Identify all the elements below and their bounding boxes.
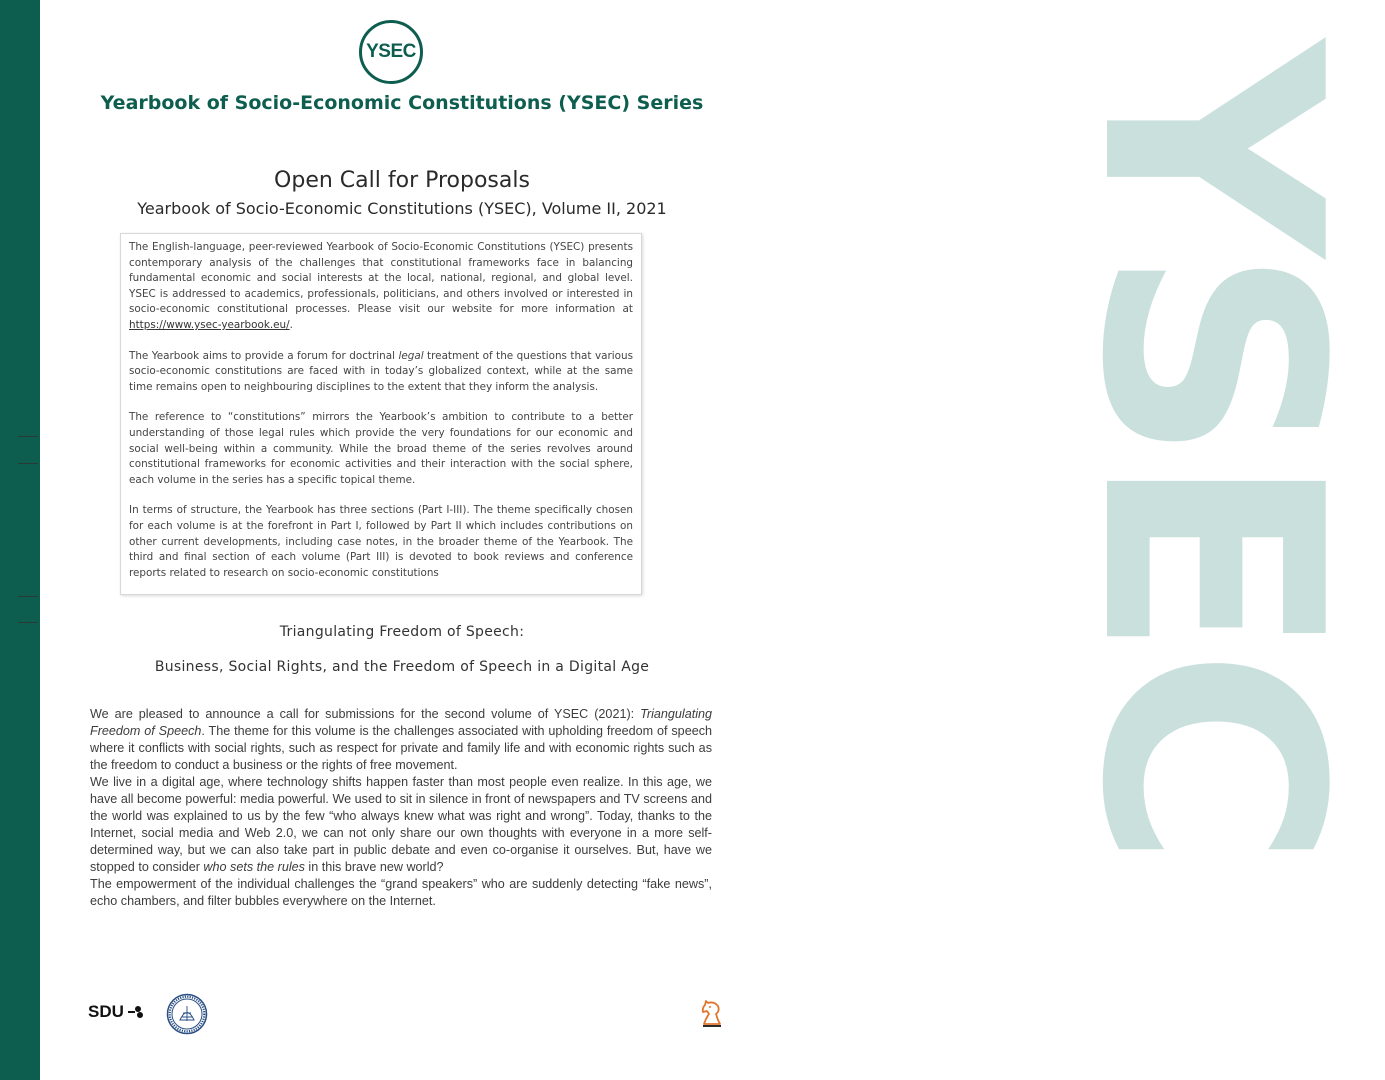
intro-text: The English-language, peer-reviewed Yearbook of Socio-Economic Constitutions (YSEC) presents contemporary analysis of the challenges that constitutional frameworks face in balancing fundamental economic and social interests at the local, national, regional, and global level. YSEC is addressed to academics, professionals, politicians, and others involved or interested in socio-economic constitutional processes. Please visit our website for more information at (129, 241, 633, 316)
theme-title: Triangulating Freedom of Speech: (279, 624, 525, 640)
university-seal-icon (166, 993, 208, 1035)
body-text-part: in this brave new world? (304, 860, 444, 874)
body-emphasis: Triangulating Freedom of Speech (90, 707, 712, 738)
intro-paragraph (129, 349, 633, 396)
intro-text: treatment of the questions that various socio-economic constitutions are faced with in today’s globalized context, while at the same time remains open to neighbouring disciplines to the extent that they inform the analysis. (129, 349, 633, 393)
page-content (40, 0, 764, 1080)
body-text-part: . The theme for this volume is the challenges associated with upholding freedom of speech where it conflicts with social rights, such as respect for private and family life and with economic rights such as the freedom to conduct a business or the rights of free movement. (90, 724, 712, 772)
margin-tick (18, 463, 38, 464)
intro-paragraph (129, 240, 633, 334)
body-text-part: We are pleased to announce a call for submissions for the second volume of YSEC (2021): (90, 707, 641, 721)
intro-emphasis: legal (398, 349, 424, 362)
intro-box (120, 233, 642, 595)
intro-paragraph: The reference to “constitutions” mirrors the Yearbook’s ambition to contribute to a better understanding of those legal rules which provide the very foundations for our economic and social well-being within a community. While the broad theme of the series revolves around constitutional frameworks for economic activities and their interaction with the social sphere, each volume in the series has a specific topical theme. (129, 411, 633, 486)
intro-paragraph: In terms of structure, the Yearbook has three sections (Part I-III). The theme specifically chosen for each volume is at the forefront in Part I, followed by Part II which includes contributions on other current developments, including case notes, in the broader theme of the Yearbook. The third and final section of each volume (Part III) is devoted to book reviews and conference reports related to research on socio-economic constitutions (129, 504, 633, 579)
sdu-logo (88, 1002, 146, 1022)
intro-text: The Yearbook aims to provide a forum for doctrinal (129, 349, 399, 362)
sdu-logo-text: SDU (88, 1002, 124, 1021)
intro-text-end: . (289, 318, 293, 331)
body-paragraph (90, 706, 712, 774)
body-emphasis: who sets the rules (203, 860, 305, 874)
call-subtitle: Yearbook of Socio-Economic Constitutions (YSEC), Volume II, 2021 (137, 199, 667, 218)
theme-subtitle: Business, Social Rights, and the Freedom of Speech in a Digital Age (154, 659, 650, 675)
body-paragraph: The empowerment of the individual challenges the “grand speakers” who are suddenly detecting “fake news”, echo chambers, and filter bubbles everywhere on the Internet. (90, 877, 712, 908)
logo-text: YSEC (366, 41, 416, 62)
sidebar-bar (0, 0, 40, 1080)
series-title: Yearbook of Socio-Economic Constitutions (YSEC) Series (100, 92, 704, 114)
call-title: Open Call for Proposals (274, 168, 530, 193)
margin-tick (18, 596, 38, 597)
margin-tick (18, 436, 38, 437)
ysec-logo (359, 20, 423, 84)
website-link[interactable]: https://www.ysec-yearbook.eu/ (129, 318, 290, 331)
margin-tick (18, 622, 38, 623)
knight-chess-icon (696, 998, 726, 1028)
watermark-text: YSEC (1036, 40, 1385, 859)
body-paragraph (90, 774, 712, 876)
body-text-part: We live in a digital age, where technology shifts happen faster than most people even realize. In this age, we have all become powerful: media powerful. We used to sit in silence in front of newspapers and TV screens and the world was explained to us by the few “who always knew what was right and wrong”. Today, thanks to the Internet, social media and Web 2.0, we can not only share our own thoughts with everyone in a more self-determined way, but we can also take part in public debate and even co-organise it ourselves. But, have we stopped to consider (90, 775, 712, 874)
body-text (90, 706, 712, 991)
sdu-leaf-icon (126, 1004, 146, 1020)
